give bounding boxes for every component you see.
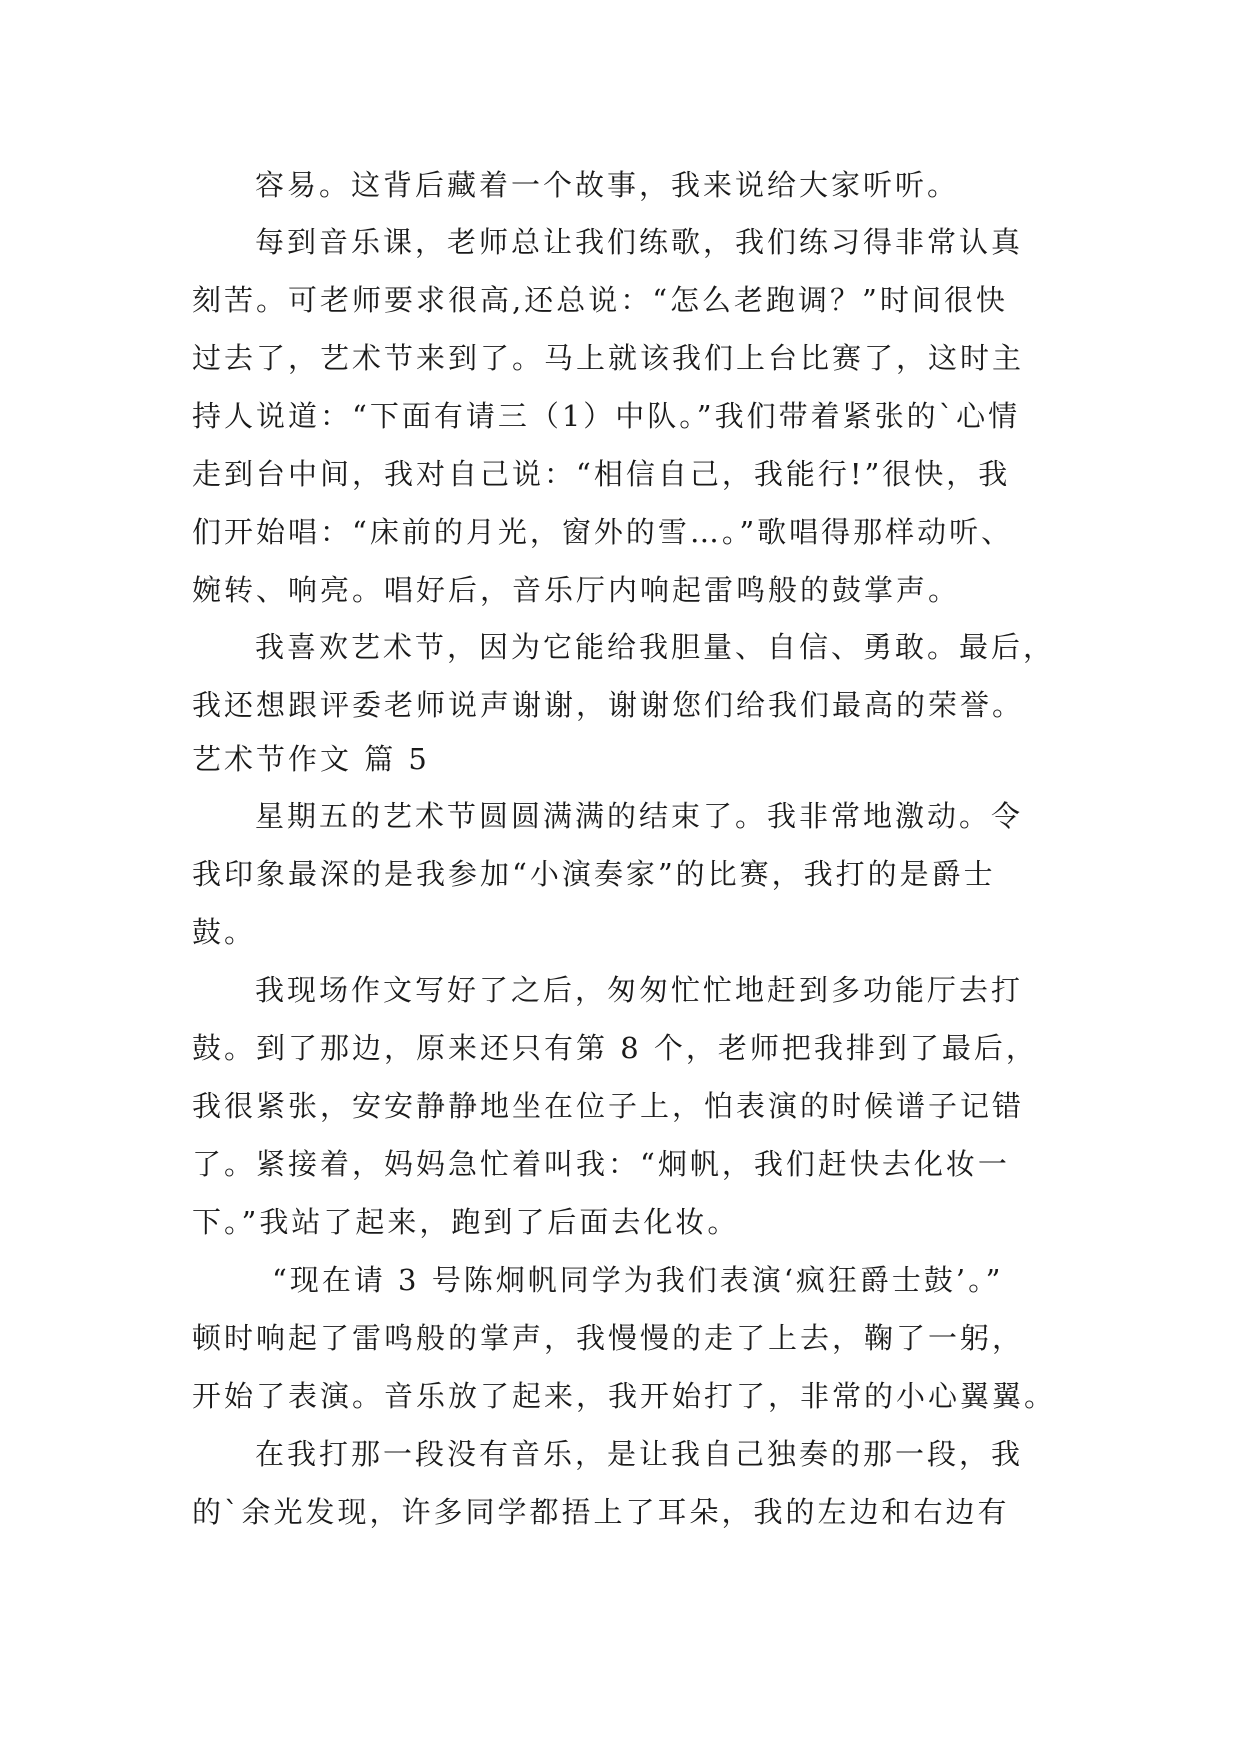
text-line: 我还想跟评委老师说声谢谢，谢谢您们给我们最高的荣誉。 [192, 688, 1025, 722]
text-line: 下。”我站了起来，跑到了后面去化妆。 [192, 1205, 740, 1239]
text-line: 们开始唱：“床前的月光，窗外的雪…。”歌唱得那样动听、 [192, 515, 1014, 549]
text-line: 刻苦。可老师要求很高,还总说：“怎么老跑调？”时间很快 [192, 283, 1008, 317]
text-line: 顿时响起了雷鸣般的掌声，我慢慢的走了上去，鞠了一躬， [192, 1321, 1025, 1355]
paragraph-first-line: 星期五的艺术节圆圆满满的结束了。我非常地激动。令 [255, 799, 1024, 833]
text-line: 了。紧接着，妈妈急忙着叫我：“炯帆，我们赶快去化妆一 [192, 1147, 1010, 1181]
section-heading: 艺术节作文 篇 5 [192, 742, 430, 776]
text-line: 婉转、响亮。唱好后，音乐厅内响起雷鸣般的鼓掌声。 [192, 573, 961, 607]
text-line: 我印象最深的是我参加“小演奏家”的比赛，我打的是爵士 [192, 857, 996, 891]
text-line: 的`余光发现，许多同学都捂上了耳朵，我的左边和右边有 [192, 1495, 1010, 1529]
paragraph-first-line: 每到音乐课，老师总让我们练歌，我们练习得非常认真 [255, 225, 1024, 259]
text-line: 持人说道：“下面有请三（1）中队。”我们带着紧张的`心情 [192, 399, 1021, 433]
paragraph-first-line: 我现场作文写好了之后，匆匆忙忙地赶到多功能厅去打 [255, 973, 1024, 1007]
text-line: 鼓。 [192, 915, 257, 949]
paragraph-first-line: 在我打那一段没有音乐，是让我自己独奏的那一段，我 [255, 1437, 1024, 1471]
text-line: 开始了表演。音乐放了起来，我开始打了，非常的小心翼翼。 [192, 1379, 1057, 1413]
text-line: 过去了，艺术节来到了。马上就该我们上台比赛了，这时主 [192, 341, 1025, 375]
text-line: 走到台中间，我对自己说：“相信自己，我能行!”很快，我 [192, 457, 1011, 491]
text-line: 我很紧张，安安静静地坐在位子上，怕表演的时候谱子记错 [192, 1089, 1025, 1123]
paragraph-first-line: “现在请 3 号陈炯帆同学为我们表演‘疯狂爵士鼓’。” [272, 1263, 1004, 1297]
text-line: 鼓。到了那边，原来还只有第 8 个，老师把我排到了最后， [192, 1031, 1038, 1065]
text-line: 容易。这背后藏着一个故事，我来说给大家听听。 [255, 168, 960, 202]
paragraph-first-line: 我喜欢艺术节，因为它能给我胆量、自信、勇敢。最后， [255, 630, 1056, 664]
